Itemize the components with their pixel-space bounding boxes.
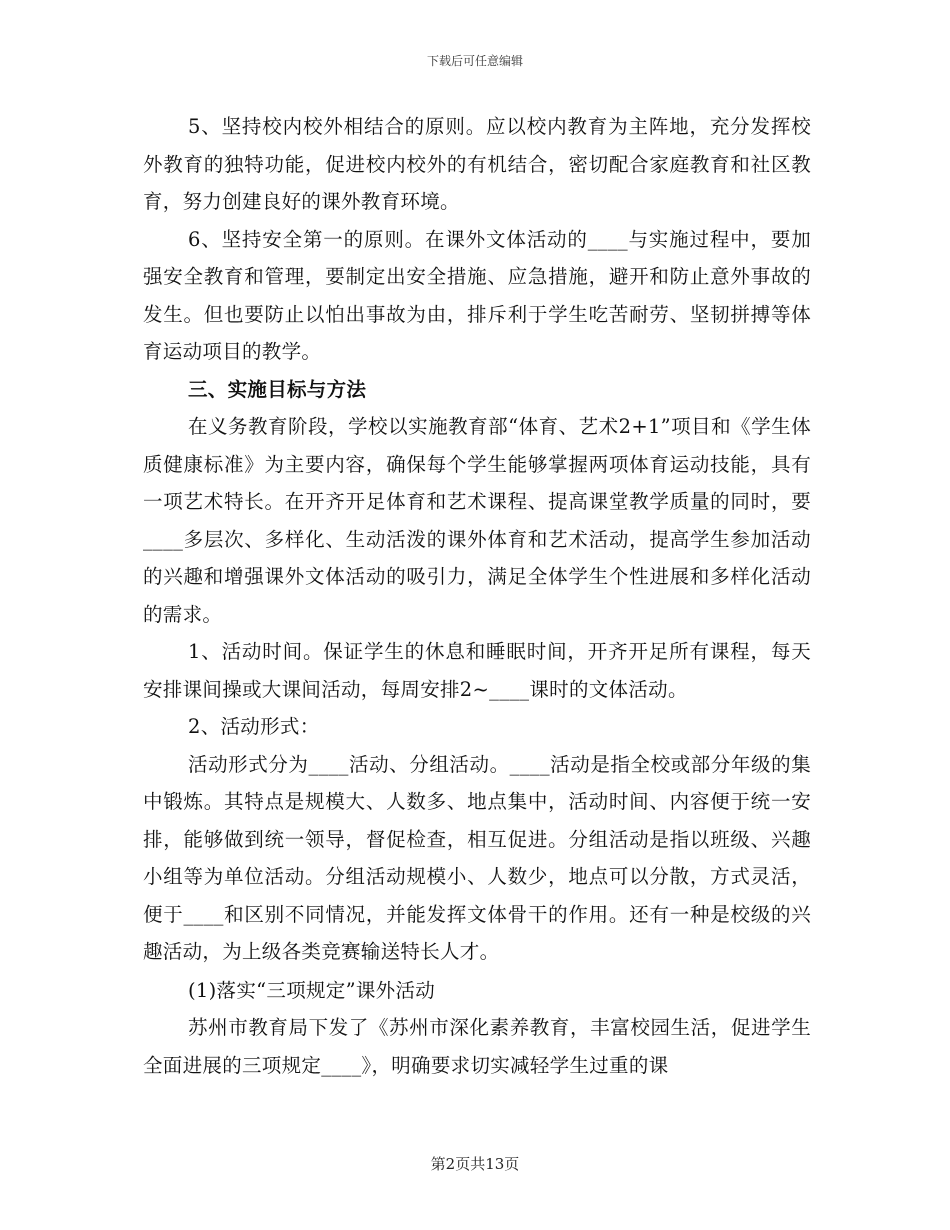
document-body: [143, 108, 811, 1084]
paragraph-activity-form: 活动形式分为____活动、分组活动。____活动是指全校或部分年级的集中锻炼。其特点是规模大、人数多、地点集中，活动时间、内容便于统一安排，能够做到统一领导，督促检查，相互促进。分组活动是指以班级、兴趣小组等为单位活动。分组活动规模小、人数少，地点可以分散，方式灵活，便于____和区别不同情况，并能发挥文体骨干的作用。还有一种是校级的兴趣活动，为上级各类竞赛输送特长人才。: [143, 752, 811, 963]
paragraph-activity-time: 1、活动时间。保证学生的休息和睡眠时间，开齐开足所有课程，每天安排课间操或大课间活动，每周安排2~____课时的文体活动。: [143, 640, 811, 701]
paragraph-principle-5: 5、坚持校内校外相结合的原则。应以校内教育为主阵地，充分发挥校外教育的独特功能，促进校内校外的有机结合，密切配合家庭教育和社区教育，努力创建良好的课外教育环境。: [143, 115, 811, 213]
page-number-footer: 第2页共13页: [430, 1155, 520, 1173]
section-heading: 三、实施目标与方法: [188, 377, 367, 401]
paragraph-three-rules-title: (1)落实“三项规定”课外活动: [188, 978, 436, 1002]
paragraph-suzhou-rules: 苏州市教育局下发了《苏州市深化素养教育，丰富校园生活，促进学生全面进展的三项规定____》，明确要求切实减轻学生过重的课: [143, 1016, 811, 1077]
paragraph-activity-form-title: 2、活动形式：: [188, 715, 320, 738]
page-header: 下载后可任意编辑: [426, 54, 523, 68]
paragraph-principle-6: 6、坚持安全第一的原则。在课外文体活动的____与实施过程中，要加强安全教育和管理，要制定出安全措施、应急措施，避开和防止意外事故的发生。但也要防止以怕出事故为由，排斥利于学生吃苦耐劳、坚韧拼搏等体育运动项目的教学。: [143, 227, 811, 363]
paragraph-goals: 在义务教育阶段，学校以实施教育部“体育、艺术2+1”项目和《学生体质健康标准》为主要内容，确保每个学生能够掌握两项体育运动技能，具有一项艺术特长。在开齐开足体育和艺术课程、提高课堂教学质量的同时，要____多层次、多样化、生动活泼的课外体育和艺术活动，提高学生参加活动的兴趣和增强课外文体活动的吸引力，满足全体学生个性进展和多样化活动的需求。: [143, 415, 811, 626]
